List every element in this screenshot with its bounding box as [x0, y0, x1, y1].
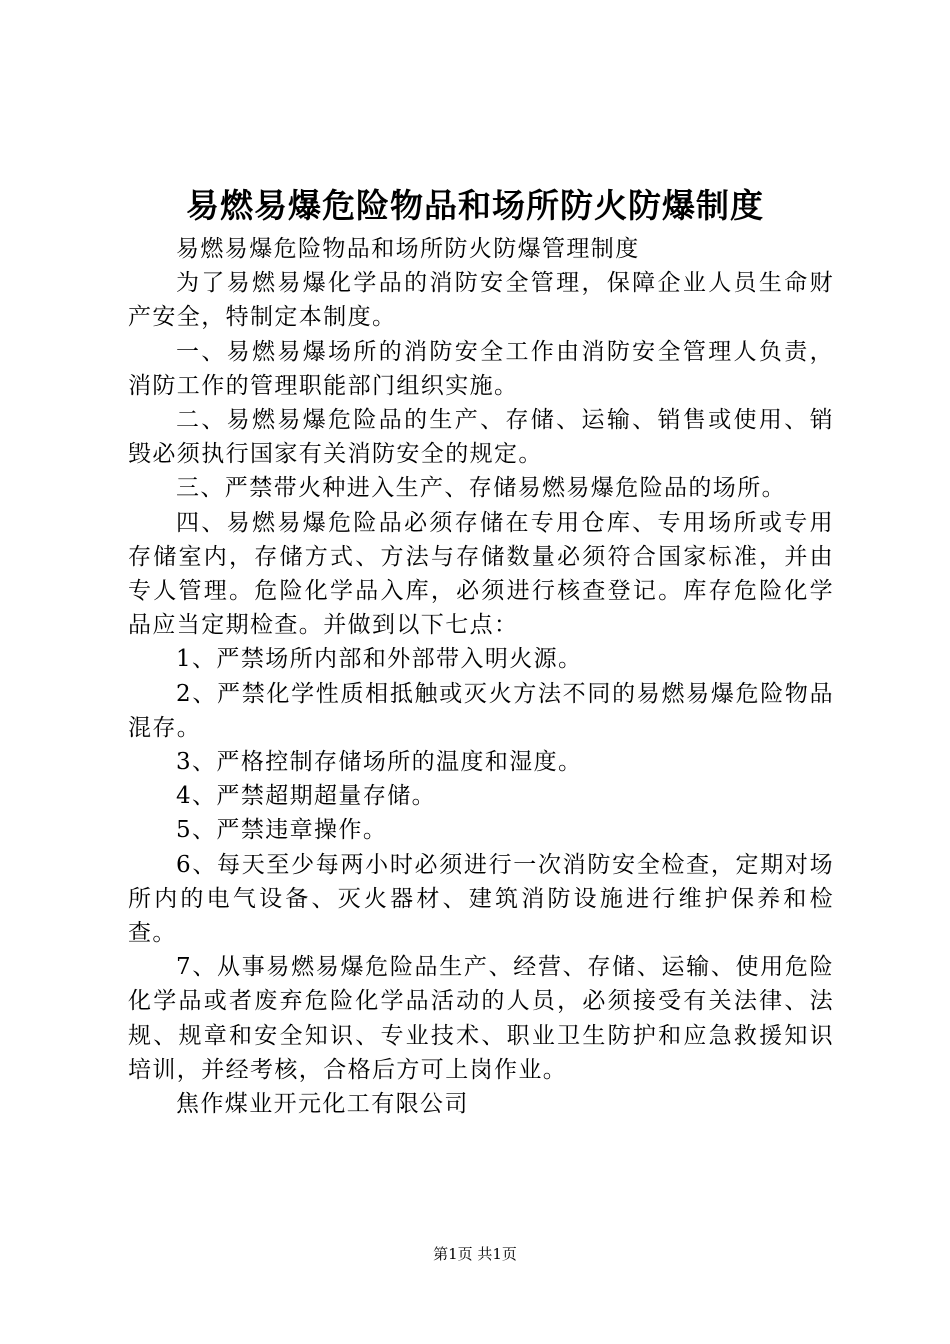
list-item-2: 2、严禁化学性质相抵触或灭火方法不同的易燃易爆危险物品混存。 — [128, 680, 834, 741]
rule-paragraph-4: 四、易燃易爆危险品必须存储在专用仓库、专用场所或专用存储室内，存储方式、方法与存储数量必须符合国家标准，并由专人管理。危险化学品入库，必须进行核查登记。库存危险化学品应当定期检查。并做到以下七点： — [128, 509, 834, 639]
intro-paragraph: 为了易燃易爆化学品的消防安全管理，保障企业人员生命财产安全，特制定本制度。 — [128, 270, 834, 331]
list-item-1: 1、严禁场所内部和外部带入明火源。 — [176, 646, 583, 673]
list-item-7: 7、从事易燃易爆危险品生产、经营、存储、运输、使用危险化学品或者废弃危险化学品活动的人员，必须接受有关法律、法规、规章和安全知识、专业技术、职业卫生防护和应急救援知识培训，并经考核，合格后方可上岗作业。 — [128, 954, 834, 1083]
rule-paragraph-3: 三、严禁带火种进入生产、存储易燃易爆危险品的场所。 — [176, 475, 786, 502]
list-item-4: 4、严禁超期超量存储。 — [176, 783, 437, 810]
subtitle-paragraph: 易燃易爆危险物品和场所防火防爆管理制度 — [176, 236, 640, 262]
page-number-footer: 第1页 共1页 — [433, 1245, 517, 1263]
list-item-6: 6、每天至少每两小时必须进行一次消防安全检查，定期对场所内的电气设备、灭火器材、建筑消防设施进行维护保养和检查。 — [128, 851, 834, 947]
document-body — [128, 232, 834, 1121]
company-signature: 焦作煤业开元化工有限公司 — [176, 1091, 469, 1118]
list-item-3: 3、严格控制存储场所的温度和湿度。 — [176, 749, 583, 776]
list-item-5: 5、严禁违章操作。 — [176, 817, 388, 844]
rule-paragraph-2: 二、易燃易爆危险品的生产、存储、运输、销售或使用、销毁必须执行国家有关消防安全的规定。 — [128, 407, 834, 468]
document-title: 易燃易爆危险物品和场所防火防爆制度 — [186, 186, 764, 225]
rule-paragraph-1: 一、易燃易爆场所的消防安全工作由消防安全管理人负责，消防工作的管理职能部门组织实施。 — [128, 338, 834, 399]
